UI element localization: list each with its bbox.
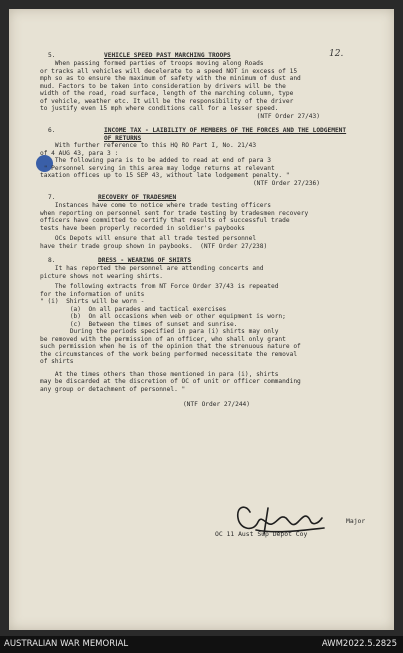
paragraph: The following extracts from NT Force Order 37/43 is repeated for the information of units — [40, 283, 279, 298]
paragraph: When passing formed parties of troops moving along Roads or tracks all vehicles will decelerate to a speed NOT in excess of 15 mph so as to ensure the maximum of safety with the minimum of dust and mud. Factors to be taken into consideration by drivers will be the width of the road, road surface, length of the marching column, type of vehicle, weather etc. It will be the responsibility of the driver to justify even 15 mph where conditions call for a lesser speed. — [40, 60, 301, 112]
paragraph: " Personnel serving in this area may lodge returns at relevant taxation offices up to 15 SEP 43, without late lodgement penalty. " — [40, 164, 290, 179]
section-number: 6. — [48, 127, 56, 134]
section-title: DRESS - WEARING OF SHIRTS — [98, 257, 192, 264]
section-title: VEHICLE SPEED PAST MARCHING TROOPS — [104, 52, 231, 59]
document-body — [40, 52, 360, 416]
signatory-rank: Major — [346, 517, 366, 525]
order-reference: (NTF Order 27/236) — [252, 179, 320, 187]
section-title: INCOME TAX - LAIBILITY OF MEMBERS OF THE FORCES AND THE LODGEMENT OF RETURNS — [104, 127, 347, 142]
section-number: 8. — [48, 257, 56, 264]
order-reference: (NTF Order 27/244) — [182, 401, 250, 408]
section-6 — [40, 127, 360, 187]
section-number: 5. — [48, 52, 56, 59]
paragraph: At the times others than those mentioned in para (i), shirts may be discarded at the discretion of OC of unit or officer commanding any group or detachment of personnel. " — [40, 370, 301, 393]
footer-accession-number: AWM2022.5.2825 — [321, 639, 397, 649]
paragraph: With further reference to this HQ RO Part I, No. 21/43 of 4 AUG 43, para 3 : — [40, 142, 257, 157]
section-8 — [40, 257, 360, 409]
paragraph: The following para is to be added to read at end of para 3 — [40, 157, 271, 164]
section-number: 7. — [48, 194, 56, 201]
paragraph: OCs Depots will ensure that all trade tested personnel have their trade group shown in paybooks. (NTF Order 27/238) — [40, 235, 268, 250]
page-number: 12. — [329, 49, 344, 59]
paragraph: Instances have come to notice where trade testing officers when reporting on personnel sent for trade testing by tradesmen recovery officers have committed to certify that results of successful trade tests have been properly recorded in soldier's paybooks — [40, 202, 309, 232]
footer-institution: AUSTRALIAN WAR MEMORIAL — [4, 639, 129, 649]
quoted-extract: " (i) Shirts will be worn - (a) On all parades and tactical exercises (b) On all occasions when web or other equipment is worn; (c) Between the times of sunset and sunrise. During the periods specified in para (i) shirts may only be removed with the permission of an officer, who shall only grant such permission when he is of the opinion that the strenuous nature of the circumstances of the work being performed necessitate the removal of shirts — [40, 298, 301, 365]
section-5 — [40, 52, 360, 120]
signatory-unit: OC 11 Aust Sup Depot Coy — [215, 530, 308, 538]
section-7 — [40, 194, 360, 250]
order-reference: (NTF Order 27/43) — [256, 112, 320, 120]
paragraph: It has reported the personnel are attending concerts and picture shows not wearing shirts. — [40, 265, 264, 280]
archive-footer — [0, 636, 403, 653]
section-title: RECOVERY OF TRADESMEN — [98, 194, 177, 201]
